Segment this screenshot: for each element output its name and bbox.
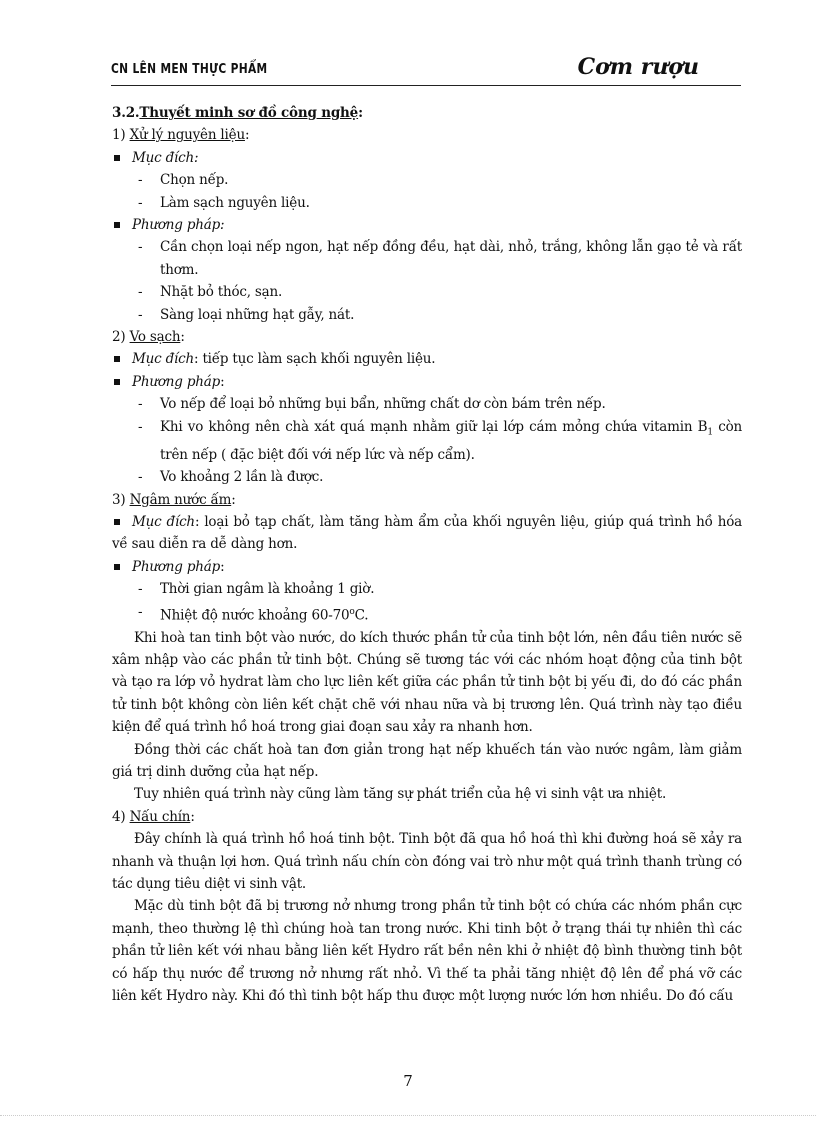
sub1-purpose — [112, 147, 742, 169]
subsection-2-heading — [112, 326, 742, 348]
sub3-title: Ngâm nước ấm — [129, 491, 232, 508]
sub2-method-label: Phương pháp — [132, 373, 221, 390]
sub2-purpose-text: : tiếp tục làm sạch khối nguyên liệu. — [194, 351, 436, 368]
sub1-purpose-label: Mục đích: — [132, 149, 199, 166]
sub2-method-item-2-end: còn trên nếp ( đặc biệt đối với nếp lức và nếp cẩm). — [160, 418, 743, 463]
sub2-purpose — [112, 348, 742, 370]
sub4-colon: : — [190, 808, 195, 825]
paragraph: Mặc dù tinh bột đã bị trương nở nhưng trong phần tử tinh bột có chứa các nhóm phần cực mạnh, theo thường lệ thì chúng hoà tan trong nước. Khi tinh bột ở trạng thái tự nhiên thì các phần tử liên kết với nhau bằng liên kết Hydro rất bền nên khi ở nhiệt độ bình thường tinh bột có hấp thụ nước để trương nở nhưng rất nhỏ. Vì thế ta phải tăng nhiệt độ lên để phá vỡ các liên kết Hydro này. Khi đó thì tinh bột hấp thu được một lượng nước lớn hơn nhiều. Do đó cấu — [112, 898, 742, 1005]
list-item: - Cần chọn loại nếp ngon, hạt nếp đồng đều, hạt dài, nhỏ, trắng, không lẫn gạo tẻ và rất thơm. — [138, 239, 742, 278]
sub3-method-label: Phương pháp — [132, 558, 221, 575]
list-item: - Làm sạch nguyên liệu. — [138, 194, 310, 211]
sub1-colon: : — [244, 127, 250, 144]
sub3-purpose-label: Mục đích — [132, 514, 195, 530]
sub1-purpose-item-1: Chọn nếp. — [160, 172, 229, 189]
paragraph: Tuy nhiên quá trình này cũng làm tăng sự phát triển của hệ vi sinh vật ưa nhiệt. — [134, 786, 667, 803]
sub1-method-item-3: Sàng loại những hạt gẫy, nát. — [160, 306, 355, 323]
sub1-method-item-2: Nhặt bỏ thóc, sạn. — [160, 284, 283, 301]
bullet-square-icon — [114, 519, 120, 525]
section-number: 3.2. — [112, 105, 140, 121]
bullet-square-icon — [114, 379, 120, 385]
sub3-method — [112, 556, 742, 578]
vitamin-subscript: 1 — [707, 427, 713, 438]
sub4-title: Nấu chín — [129, 808, 191, 825]
list-item: - Vo nếp để loại bỏ những bụi bẩn, những chất dơ còn bám trên nếp. — [138, 396, 606, 413]
sub3-method-item-2-end: C. — [354, 607, 369, 624]
list-item: - Khi vo không nên chà xát quá mạnh nhằm giữ lại lớp cám mỏng chứa vitamin $B_1$ còn trên nếp ( đặc biệt đối với nếp lức và nếp cẩm). — [138, 418, 743, 463]
sub2-colon: : — [180, 329, 185, 346]
bullet-square-icon — [114, 222, 120, 228]
sub3-num: 3) — [112, 491, 130, 508]
paragraph: Khi hoà tan tinh bột vào nước, do kích thước phần tử của tinh bột lớn, nên đầu tiên nước sẽ xâm nhập vào các phần tử tinh bột. Chúng sẽ tương tác với các nhóm hoạt động của tinh bột và tạo ra lớp vỏ hydrat làm cho lực liên kết giữa các phần tử tinh bột bị yếu đi, do đó các phần tử tinh bột không còn liên kết chặt chẽ với nhau nữa và bị trương lên. Quá trình này tạo điều kiện để quá trình hồ hoá trong giai đoạn sau xảy ra nhanh hơn. — [112, 629, 742, 736]
bullet-square-icon — [114, 155, 120, 161]
subsection-3-heading — [112, 489, 742, 511]
header-topic: Cơm rượu — [577, 54, 699, 80]
sub2-method — [112, 371, 742, 393]
page-number: 7 — [403, 1072, 413, 1090]
section-heading — [112, 102, 742, 124]
header-course-title: CN LÊN MEN THỰC PHẨM — [111, 62, 268, 77]
bullet-square-icon — [114, 356, 120, 362]
page-bottom-border — [0, 1115, 816, 1116]
paragraph: Đây chính là quá trình hồ hoá tinh bột. Tinh bột đã qua hồ hoá thì khi đường hoá sẽ xảy ra nhanh và thuận lợi hơn. Quá trình nấu chín còn đóng vai trò như một quá trình thanh trùng có tác dụng tiêu diệt vi sinh vật. — [112, 831, 742, 892]
section-colon: : — [358, 105, 363, 121]
subsection-4-heading — [112, 806, 742, 828]
sub1-method — [112, 214, 742, 236]
list-item: - Thời gian ngâm là khoảng 1 giờ. — [138, 581, 375, 598]
list-item: - Sàng loại những hạt gẫy, nát. — [138, 306, 355, 323]
sub3-purpose-text: : loại bỏ tạp chất, làm tăng hàm ẩm của khối nguyên liệu, giúp quá trình hồ hóa về sau diễn ra dễ dàng hơn. — [112, 514, 742, 553]
sub3-method-colon: : — [220, 558, 225, 575]
sub3-method-item-1: Thời gian ngâm là khoảng 1 giờ. — [160, 581, 375, 598]
sub3-purpose — [112, 511, 742, 556]
list-item: - Chọn nếp. — [138, 172, 229, 189]
sub4-num: 4) — [112, 808, 130, 825]
paragraph: Đồng thời các chất hoà tan đơn giản trong hạt nếp khuếch tán vào nước ngâm, làm giảm giá trị dinh dưỡng của hạt nếp. — [112, 741, 742, 780]
sub2-method-item-2: Khi vo không nên chà xát quá mạnh nhằm giữ lại lớp cám mỏng chứa vitamin B — [160, 418, 708, 435]
sub2-method-colon: : — [220, 373, 225, 390]
sub1-method-item-1: Cần chọn loại nếp ngon, hạt nếp đồng đều, hạt dài, nhỏ, trắng, không lẫn gạo tẻ và rất thơm. — [160, 239, 742, 278]
sub1-purpose-item-2: Làm sạch nguyên liệu. — [160, 194, 310, 211]
document-body — [112, 102, 742, 1007]
section-title: Thuyết minh sơ đồ công nghệ — [139, 105, 359, 121]
subsection-1-heading — [112, 124, 742, 146]
list-item: - Vo khoảng 2 lần là được. — [138, 469, 324, 486]
sub2-method-item-3: Vo khoảng 2 lần là được. — [160, 469, 324, 486]
bullet-square-icon — [114, 564, 120, 570]
sub3-colon: : — [231, 491, 236, 508]
sub1-title: Xử lý nguyên liệu — [129, 127, 245, 144]
sub3-method-item-2: Nhiệt độ nước khoảng 60-70 — [160, 607, 350, 624]
sub2-title: Vo sạch — [129, 329, 181, 346]
sub2-method-item-1: Vo nếp để loại bỏ những bụi bẩn, những chất dơ còn bám trên nếp. — [160, 396, 606, 413]
page-header — [111, 56, 741, 86]
sub1-num: 1) — [112, 127, 130, 144]
degree-superscript: o — [349, 606, 355, 617]
sub1-method-label: Phương pháp: — [132, 217, 225, 234]
list-item: - Nhiệt độ nước khoảng 60-70$^o$C. — [138, 603, 369, 624]
sub2-num: 2) — [112, 329, 130, 346]
sub2-purpose-label: Mục đích — [132, 351, 194, 368]
header-divider — [111, 85, 741, 86]
list-item: - Nhặt bỏ thóc, sạn. — [138, 284, 283, 301]
